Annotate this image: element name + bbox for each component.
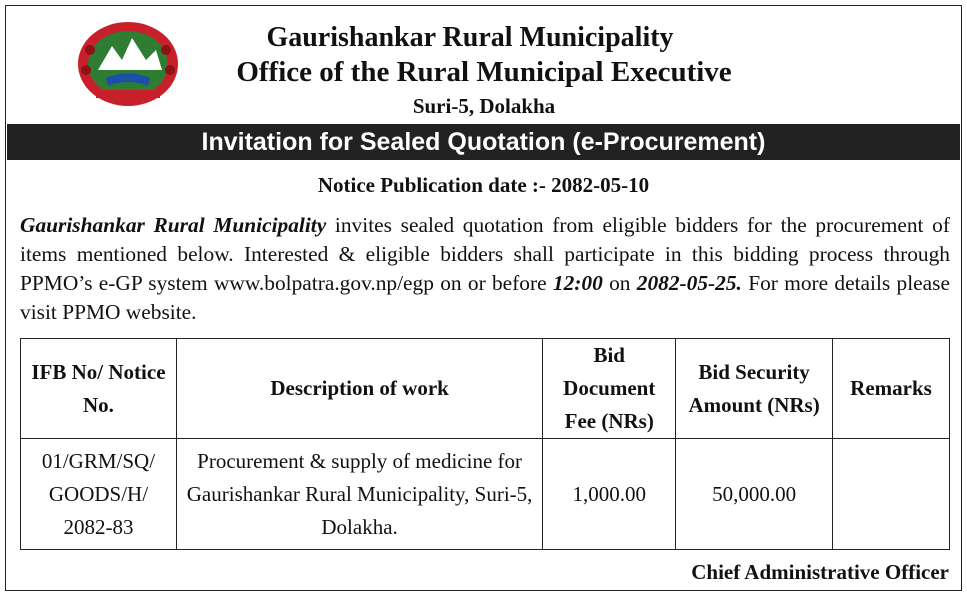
nepal-emblem-icon bbox=[76, 20, 180, 108]
body-text-part3: For more details please visit PPMO website. bbox=[20, 271, 950, 324]
col-header-ifb-no: IFB No/ Notice No. bbox=[21, 339, 177, 439]
col-header-remarks: Remarks bbox=[833, 339, 950, 439]
notice-title-banner: Invitation for Sealed Quotation (e-Procurement) bbox=[7, 124, 960, 160]
cell-description: Procurement & supply of medicine for Gaurishankar Rural Municipality, Suri-5, Dolakha. bbox=[176, 439, 542, 550]
cell-doc-fee: 1,000.00 bbox=[543, 439, 676, 550]
cell-ifb-no: 01/GRM/SQ/ GOODS/H/ 2082-83 bbox=[21, 439, 177, 550]
office-name: Office of the Rural Municipal Executive bbox=[236, 56, 732, 88]
col-header-description: Description of work bbox=[176, 339, 542, 439]
cell-remarks bbox=[833, 439, 950, 550]
notice-body bbox=[20, 211, 950, 327]
cell-security: 50,000.00 bbox=[676, 439, 833, 550]
ifb-table bbox=[20, 338, 950, 550]
signature-title: Chief Administrative Officer bbox=[691, 560, 949, 584]
body-text-part2: on bbox=[602, 271, 637, 295]
org-name: Gaurishankar Rural Municipality bbox=[266, 22, 674, 53]
table-row bbox=[21, 439, 950, 550]
office-address: Suri-5, Dolakha bbox=[412, 94, 556, 118]
body-text-part1: invites sealed quotation from eligible bidders for the procurement of items mentioned below. Interested & eligible bidders shall participate in this bidding process through PPMO’s e-GP system www.bolpatra.gov.np/egp on or before bbox=[20, 213, 950, 295]
deadline-date: 2082-05-25. bbox=[636, 271, 742, 295]
col-header-doc-fee: Bid Document Fee (NRs) bbox=[543, 339, 676, 439]
col-header-security: Bid Security Amount (NRs) bbox=[676, 339, 833, 439]
deadline-time: 12:00 bbox=[552, 271, 603, 295]
publication-date: Notice Publication date :- 2082-05-10 bbox=[317, 173, 650, 197]
body-org-name: Gaurishankar Rural Municipality bbox=[20, 213, 327, 237]
table-header-row bbox=[21, 339, 950, 439]
